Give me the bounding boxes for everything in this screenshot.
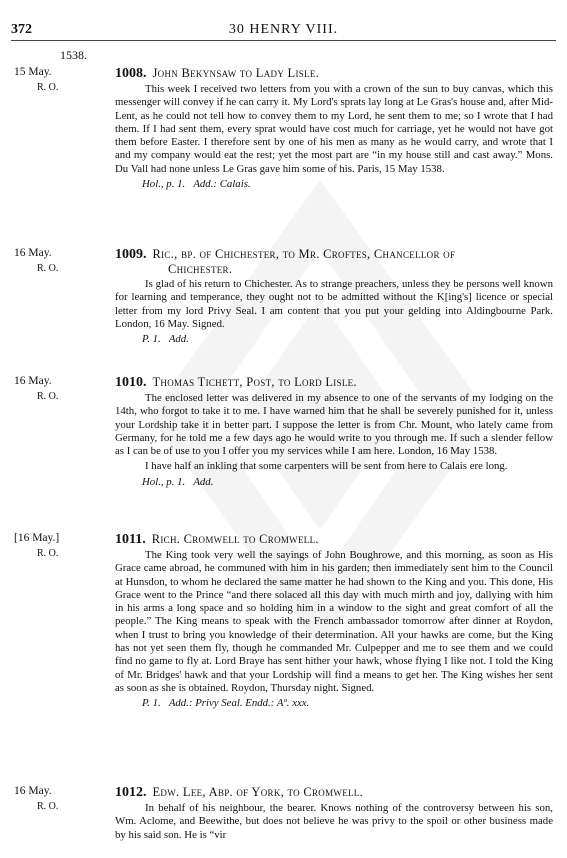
entry-number: 1012. <box>115 785 147 800</box>
entry-title: Rich. Cromwell to Cromwell. <box>151 532 319 546</box>
entry-source: R. O. <box>37 391 59 402</box>
entry-heading <box>115 247 553 276</box>
entry-margin <box>14 375 119 403</box>
entry-date: 16 May. <box>14 247 52 259</box>
entry-date: 16 May. <box>14 785 52 797</box>
entry-number: 1011. <box>115 532 146 547</box>
entry-source: R. O. <box>37 263 59 274</box>
entry-paragraph: This week I received two letters from you with a crown of the sun to buy canvas, which this messenger will convey if he can carry it. My Lord's sprats lay long at Le Gras's house and, after Mid-Lent, as he could not tell how to convey them to my Lord, he sent them to me; so I wrote that I had them. If I had sent them, every sprat would have cost much for carriage, yet he would not have got them before Easter. I therefore sent by one of his men as many as he would carry, and wrote that I and my company would eat the rest; yet the most part are “in my house still and cast away.” Mons. Du Vall had none unless Le Gras gave him some of his. Paris, 15 May 1538. <box>115 83 553 175</box>
entry-date: 16 May. <box>14 375 52 387</box>
footnote-address: Add. <box>168 333 189 346</box>
entry-number: 1010. <box>115 375 147 390</box>
entry-footnote <box>115 178 553 191</box>
entry-number: 1008. <box>115 66 147 81</box>
entry-paragraph: The King took very well the sayings of John Boughrowe, and this morning, as soon as His Grace came abroad, he communed with him in his garden; then immediately sent him to the Council at Hunsdon, to whom he declared the same matter he had shown to the King and you. This done, His Grace went to the Prince “and there solaced all this day with much mirth and joy, dallying with him in his arms a long space and so holding him in a window to the sight and great comfort of all the people.” The King means to speak with the French ambassador tomorrow after dinner at Roydon, when I trust to bring you knowledge of their determination. All your hawks are come, but the King has not yet seen them fly, though he commanded Mr. Culpepper and me to see them and we could find no game to fly at. Lord Braye has sent hither your hawk, whose flying I like not. I told the King of Mr. Bridges' hawk and that your Lordship will find a means to get her. The King wishes her sent as soon as she is obtained. Roydon, Thursday night. Signed. <box>115 549 553 694</box>
entry-date: 15 May. <box>14 66 52 78</box>
entry-heading <box>115 375 553 390</box>
footnote-pages: P. 1. <box>142 333 161 346</box>
entry-paragraph: The enclosed letter was delivered in my absence to one of the servants of my lodging on the 14th, who forgot to take it to me. I have warned him that he shall be severely punished for it, unless your Lordship take it in better part. I suppose the letter is from Chr. Mount, who lately came from Germany, for he told me a few days ago he would write to you through me. If such a slender fellow as I can be of use to you I offer you my services while I am here. London, 16 May 1538. <box>115 392 553 458</box>
entry-source: R. O. <box>37 548 59 559</box>
entry-1011 <box>14 532 559 711</box>
entry-paragraph: Is glad of his return to Chichester. As to strange preachers, unless they be persons well known for learning and temperance, they ought not to be admitted without the K[ing's] licence or special letter from my lord Privy Seal. I am content that you put your gelding into Aldingbourne Park. London, 16 May. Signed. <box>115 278 553 330</box>
entry-1012 <box>14 785 559 842</box>
entry-title: John Bekynsaw to Lady Lisle. <box>152 66 320 80</box>
footnote-hand: Hol., p. 1. <box>142 475 186 488</box>
year-label: 1538. <box>60 48 87 62</box>
footnote-address: Add.: Privy Seal. Endd.: Aº. xxx. <box>168 697 310 710</box>
entry-number: 1009. <box>115 247 147 262</box>
entry-margin <box>14 247 119 275</box>
entry-paragraph: In behalf of his neighbour, the bearer. Knows nothing of the controversy between his son, Wm. Aclome, and Beewithe, but does not believe he was privy to the spoil or other business made by his said son. He is “vir <box>115 802 553 841</box>
entry-margin <box>14 532 119 560</box>
entry-date: [16 May.] <box>14 532 60 544</box>
page-number: 372 <box>11 22 32 37</box>
running-title: 30 HENRY VIII. <box>228 22 339 37</box>
entry-title: Thomas Tichett, Post, to Lord Lisle. <box>152 375 357 389</box>
entry-footnote <box>115 697 553 710</box>
header-rule <box>11 40 556 41</box>
entry-footnote <box>115 333 553 346</box>
entry-1009 <box>14 247 559 346</box>
entry-title-cont: Chichester. <box>168 262 233 276</box>
entry-margin <box>14 785 119 813</box>
footnote-hand: Hol., p. 1. <box>142 178 186 191</box>
entry-source: R. O. <box>37 82 59 93</box>
entry-1010 <box>14 375 559 489</box>
entry-title: Edw. Lee, Abp. of York, to Cromwell. <box>152 785 364 799</box>
footnote-address: Add. <box>193 475 214 488</box>
entry-source: R. O. <box>37 801 59 812</box>
footnote-pages: P. 1. <box>142 697 161 710</box>
entry-footnote <box>115 476 553 489</box>
entry-heading <box>115 66 553 81</box>
entry-title: Ric., bp. of Chichester, to Mr. Croftes, Chancellor of <box>152 247 456 261</box>
entry-1008 <box>14 66 559 191</box>
entry-heading <box>115 532 553 547</box>
page-header <box>11 22 556 42</box>
entry-margin <box>14 66 119 94</box>
entry-heading <box>115 785 553 800</box>
footnote-address: Add.: Calais. <box>193 178 251 191</box>
entry-paragraph: I have half an inkling that some carpenters will be sent from here to Calais ere long. <box>145 460 508 473</box>
